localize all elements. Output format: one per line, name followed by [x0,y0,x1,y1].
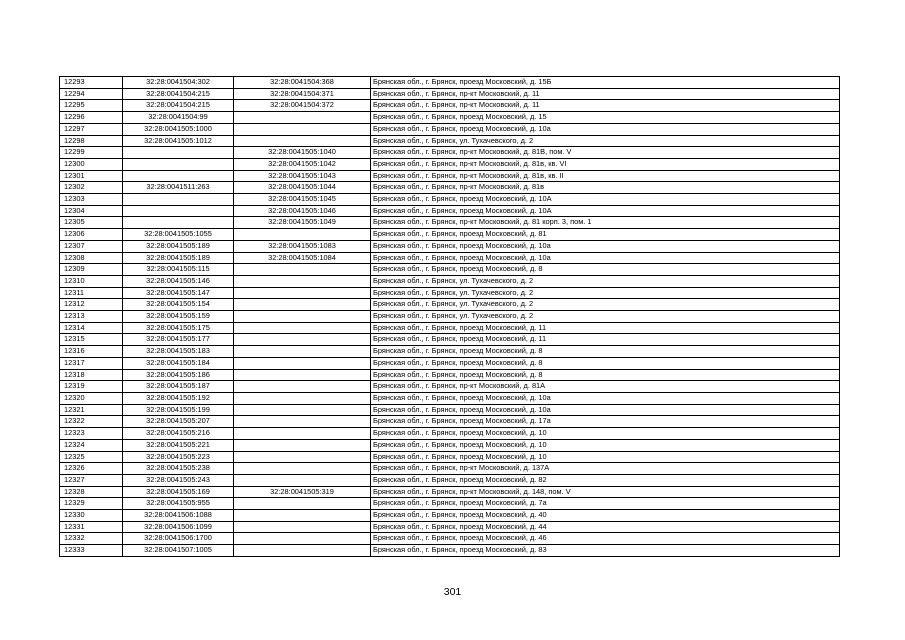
row-number-cell: 12322 [60,416,123,428]
table-row [60,88,840,100]
table-row [60,240,840,252]
table-row [60,112,840,124]
table-row [60,229,840,241]
row-number-cell: 12295 [60,100,123,112]
row-number-cell: 12318 [60,369,123,381]
related-cadastral-number-cell [234,428,371,440]
related-cadastral-number-cell [234,381,371,393]
cadastral-number-cell: 32:28:0041511:263 [123,182,234,194]
row-number-cell: 12319 [60,381,123,393]
cadastral-number-cell: 32:28:0041505:192 [123,392,234,404]
cadastral-number-cell: 32:28:0041506:1088 [123,510,234,522]
cadastral-number-cell: 32:28:0041505:177 [123,334,234,346]
row-number-cell: 12316 [60,346,123,358]
row-number-cell: 12323 [60,428,123,440]
row-number-cell: 12324 [60,439,123,451]
related-cadastral-number-cell [234,287,371,299]
cadastral-number-cell: 32:28:0041505:169 [123,486,234,498]
address-cell: Брянская обл., г. Брянск, ул. Тухачевского, д. 2 [371,275,840,287]
address-cell: Брянская обл., г. Брянск, проезд Московский, д. 10 [371,428,840,440]
table-row [60,217,840,229]
address-cell: Брянская обл., г. Брянск, проезд Московский, д. 81 [371,229,840,241]
address-cell: Брянская обл., г. Брянск, проезд Московский, д. 8 [371,369,840,381]
related-cadastral-number-cell [234,451,371,463]
table-row [60,194,840,206]
row-number-cell: 12330 [60,510,123,522]
related-cadastral-number-cell [234,521,371,533]
address-cell: Брянская обл., г. Брянск, проезд Московский, д. 10А [371,205,840,217]
table-row [60,416,840,428]
related-cadastral-number-cell: 32:28:0041505:1046 [234,205,371,217]
address-cell: Брянская обл., г. Брянск, ул. Тухачевского, д. 2 [371,287,840,299]
cadastral-number-cell: 32:28:0041505:186 [123,369,234,381]
table-row [60,182,840,194]
row-number-cell: 12315 [60,334,123,346]
cadastral-number-cell: 32:28:0041505:1012 [123,135,234,147]
table-row [60,264,840,276]
table-row [60,545,840,557]
row-number-cell: 12302 [60,182,123,194]
cadastral-number-cell: 32:28:0041505:115 [123,264,234,276]
address-cell: Брянская обл., г. Брянск, проезд Московский, д. 83 [371,545,840,557]
address-cell: Брянская обл., г. Брянск, проезд Московский, д. 10а [371,392,840,404]
table-row [60,439,840,451]
row-number-cell: 12313 [60,311,123,323]
row-number-cell: 12294 [60,88,123,100]
row-number-cell: 12310 [60,275,123,287]
row-number-cell: 12301 [60,170,123,182]
row-number-cell: 12329 [60,498,123,510]
cadastral-number-cell: 32:28:0041505:189 [123,240,234,252]
cadastral-number-cell: 32:28:0041505:147 [123,287,234,299]
related-cadastral-number-cell [234,299,371,311]
table-row [60,404,840,416]
cadastral-number-cell: 32:28:0041505:238 [123,463,234,475]
row-number-cell: 12312 [60,299,123,311]
cadastral-number-cell: 32:28:0041505:187 [123,381,234,393]
row-number-cell: 12307 [60,240,123,252]
row-number-cell: 12327 [60,474,123,486]
row-number-cell: 12314 [60,322,123,334]
address-cell: Брянская обл., г. Брянск, пр-кт Московский, д. 81В, пом. V [371,147,840,159]
cadastral-number-cell: 32:28:0041505:1000 [123,123,234,135]
cadastral-number-cell [123,217,234,229]
table-row [60,299,840,311]
related-cadastral-number-cell [234,498,371,510]
address-cell: Брянская обл., г. Брянск, проезд Московский, д. 8 [371,357,840,369]
row-number-cell: 12332 [60,533,123,545]
table-row [60,158,840,170]
address-cell: Брянская обл., г. Брянск, пр-кт Московский, д. 81 корп. 3, пом. 1 [371,217,840,229]
related-cadastral-number-cell: 32:28:0041505:1044 [234,182,371,194]
address-cell: Брянская обл., г. Брянск, ул. Тухачевского, д. 2 [371,299,840,311]
table-row [60,311,840,323]
table-body [60,77,840,557]
table-row [60,275,840,287]
row-number-cell: 12296 [60,112,123,124]
row-number-cell: 12305 [60,217,123,229]
cadastral-number-cell: 32:28:0041504:99 [123,112,234,124]
table-row [60,498,840,510]
cadastral-number-cell: 32:28:0041505:183 [123,346,234,358]
cadastral-number-cell: 32:28:0041504:215 [123,88,234,100]
address-cell: Брянская обл., г. Брянск, ул. Тухачевского, д. 2 [371,135,840,147]
table-row [60,428,840,440]
related-cadastral-number-cell [234,404,371,416]
cadastral-number-cell: 32:28:0041505:146 [123,275,234,287]
row-number-cell: 12299 [60,147,123,159]
cadastral-number-cell: 32:28:0041505:221 [123,439,234,451]
cadastral-number-cell: 32:28:0041505:207 [123,416,234,428]
cadastral-number-cell: 32:28:0041505:223 [123,451,234,463]
table-row [60,369,840,381]
table-row [60,77,840,89]
related-cadastral-number-cell [234,357,371,369]
cadastral-number-cell: 32:28:0041504:215 [123,100,234,112]
related-cadastral-number-cell: 32:28:0041505:1043 [234,170,371,182]
table-row [60,123,840,135]
row-number-cell: 12308 [60,252,123,264]
registry-table [59,76,840,557]
row-number-cell: 12325 [60,451,123,463]
related-cadastral-number-cell [234,545,371,557]
row-number-cell: 12304 [60,205,123,217]
address-cell: Брянская обл., г. Брянск, проезд Московский, д. 15 [371,112,840,124]
related-cadastral-number-cell: 32:28:0041504:368 [234,77,371,89]
address-cell: Брянская обл., г. Брянск, проезд Московский, д. 17а [371,416,840,428]
related-cadastral-number-cell [234,392,371,404]
address-cell: Брянская обл., г. Брянск, проезд Московский, д. 7а [371,498,840,510]
address-cell: Брянская обл., г. Брянск, пр-кт Московский, д. 137А [371,463,840,475]
address-cell: Брянская обл., г. Брянск, проезд Московский, д. 10 [371,439,840,451]
related-cadastral-number-cell [234,123,371,135]
cadastral-number-cell: 32:28:0041505:199 [123,404,234,416]
related-cadastral-number-cell [234,229,371,241]
address-cell: Брянская обл., г. Брянск, проезд Московский, д. 10А [371,194,840,206]
row-number-cell: 12328 [60,486,123,498]
cadastral-number-cell: 32:28:0041505:243 [123,474,234,486]
table-row [60,135,840,147]
table-row [60,392,840,404]
address-cell: Брянская обл., г. Брянск, проезд Московский, д. 15Б [371,77,840,89]
cadastral-number-cell: 32:28:0041505:216 [123,428,234,440]
related-cadastral-number-cell [234,322,371,334]
related-cadastral-number-cell: 32:28:0041504:372 [234,100,371,112]
table-row [60,463,840,475]
cadastral-number-cell: 32:28:0041504:302 [123,77,234,89]
table-row [60,334,840,346]
address-cell: Брянская обл., г. Брянск, проезд Московский, д. 10а [371,404,840,416]
table-row [60,147,840,159]
row-number-cell: 12326 [60,463,123,475]
table-row [60,521,840,533]
related-cadastral-number-cell: 32:28:0041505:1049 [234,217,371,229]
related-cadastral-number-cell: 32:28:0041505:1083 [234,240,371,252]
related-cadastral-number-cell: 32:28:0041505:1045 [234,194,371,206]
related-cadastral-number-cell [234,334,371,346]
related-cadastral-number-cell [234,510,371,522]
table-row [60,474,840,486]
address-cell: Брянская обл., г. Брянск, проезд Московский, д. 11 [371,322,840,334]
address-cell: Брянская обл., г. Брянск, пр-кт Московский, д. 81в, кв. VI [371,158,840,170]
cadastral-number-cell [123,170,234,182]
row-number-cell: 12309 [60,264,123,276]
related-cadastral-number-cell [234,275,371,287]
cadastral-number-cell: 32:28:0041507:1005 [123,545,234,557]
table-row [60,100,840,112]
related-cadastral-number-cell [234,463,371,475]
row-number-cell: 12331 [60,521,123,533]
row-number-cell: 12321 [60,404,123,416]
address-cell: Брянская обл., г. Брянск, проезд Московский, д. 82 [371,474,840,486]
table-row [60,451,840,463]
address-cell: Брянская обл., г. Брянск, пр-кт Московский, д. 81А [371,381,840,393]
related-cadastral-number-cell [234,112,371,124]
row-number-cell: 12300 [60,158,123,170]
table-row [60,357,840,369]
related-cadastral-number-cell [234,135,371,147]
related-cadastral-number-cell: 32:28:0041505:1084 [234,252,371,264]
row-number-cell: 12306 [60,229,123,241]
table-row [60,381,840,393]
cadastral-number-cell [123,147,234,159]
row-number-cell: 12311 [60,287,123,299]
address-cell: Брянская обл., г. Брянск, пр-кт Московский, д. 11 [371,100,840,112]
cadastral-number-cell: 32:28:0041505:159 [123,311,234,323]
cadastral-number-cell: 32:28:0041505:189 [123,252,234,264]
table-row [60,486,840,498]
related-cadastral-number-cell: 32:28:0041505:319 [234,486,371,498]
row-number-cell: 12297 [60,123,123,135]
related-cadastral-number-cell [234,346,371,358]
related-cadastral-number-cell [234,474,371,486]
related-cadastral-number-cell [234,264,371,276]
row-number-cell: 12298 [60,135,123,147]
address-cell: Брянская обл., г. Брянск, проезд Московский, д. 11 [371,334,840,346]
table-row [60,322,840,334]
related-cadastral-number-cell: 32:28:0041504:371 [234,88,371,100]
table-row [60,287,840,299]
table-row [60,205,840,217]
address-cell: Брянская обл., г. Брянск, проезд Московский, д. 8 [371,346,840,358]
related-cadastral-number-cell [234,311,371,323]
related-cadastral-number-cell: 32:28:0041505:1042 [234,158,371,170]
cadastral-number-cell [123,194,234,206]
table-row [60,170,840,182]
address-cell: Брянская обл., г. Брянск, проезд Московский, д. 46 [371,533,840,545]
cadastral-number-cell: 32:28:0041506:1099 [123,521,234,533]
row-number-cell: 12333 [60,545,123,557]
cadastral-number-cell: 32:28:0041506:1700 [123,533,234,545]
cadastral-number-cell: 32:28:0041505:154 [123,299,234,311]
address-cell: Брянская обл., г. Брянск, проезд Московский, д. 8 [371,264,840,276]
related-cadastral-number-cell: 32:28:0041505:1040 [234,147,371,159]
related-cadastral-number-cell [234,533,371,545]
address-cell: Брянская обл., г. Брянск, пр-кт Московский, д. 81в, кв. II [371,170,840,182]
page-number: 301 [443,586,462,598]
address-cell: Брянская обл., г. Брянск, пр-кт Московский, д. 81в [371,182,840,194]
row-number-cell: 12303 [60,194,123,206]
address-cell: Брянская обл., г. Брянск, проезд Московский, д. 10а [371,252,840,264]
cadastral-number-cell: 32:28:0041505:184 [123,357,234,369]
related-cadastral-number-cell [234,369,371,381]
address-cell: Брянская обл., г. Брянск, пр-кт Московский, д. 11 [371,88,840,100]
address-cell: Брянская обл., г. Брянск, проезд Московский, д. 44 [371,521,840,533]
address-cell: Брянская обл., г. Брянск, проезд Московский, д. 10 [371,451,840,463]
address-cell: Брянская обл., г. Брянск, проезд Московский, д. 40 [371,510,840,522]
cadastral-number-cell: 32:28:0041505:955 [123,498,234,510]
address-cell: Брянская обл., г. Брянск, пр-кт Московский, д. 148, пом. V [371,486,840,498]
address-cell: Брянская обл., г. Брянск, проезд Московский, д. 10а [371,123,840,135]
table-row [60,252,840,264]
table-row [60,510,840,522]
related-cadastral-number-cell [234,416,371,428]
table-row [60,346,840,358]
cadastral-number-cell: 32:28:0041505:1055 [123,229,234,241]
address-cell: Брянская обл., г. Брянск, ул. Тухачевского, д. 2 [371,311,840,323]
cadastral-number-cell [123,158,234,170]
row-number-cell: 12317 [60,357,123,369]
cadastral-number-cell: 32:28:0041505:175 [123,322,234,334]
address-cell: Брянская обл., г. Брянск, проезд Московский, д. 10а [371,240,840,252]
row-number-cell: 12293 [60,77,123,89]
table-row [60,533,840,545]
cadastral-number-cell [123,205,234,217]
row-number-cell: 12320 [60,392,123,404]
related-cadastral-number-cell [234,439,371,451]
